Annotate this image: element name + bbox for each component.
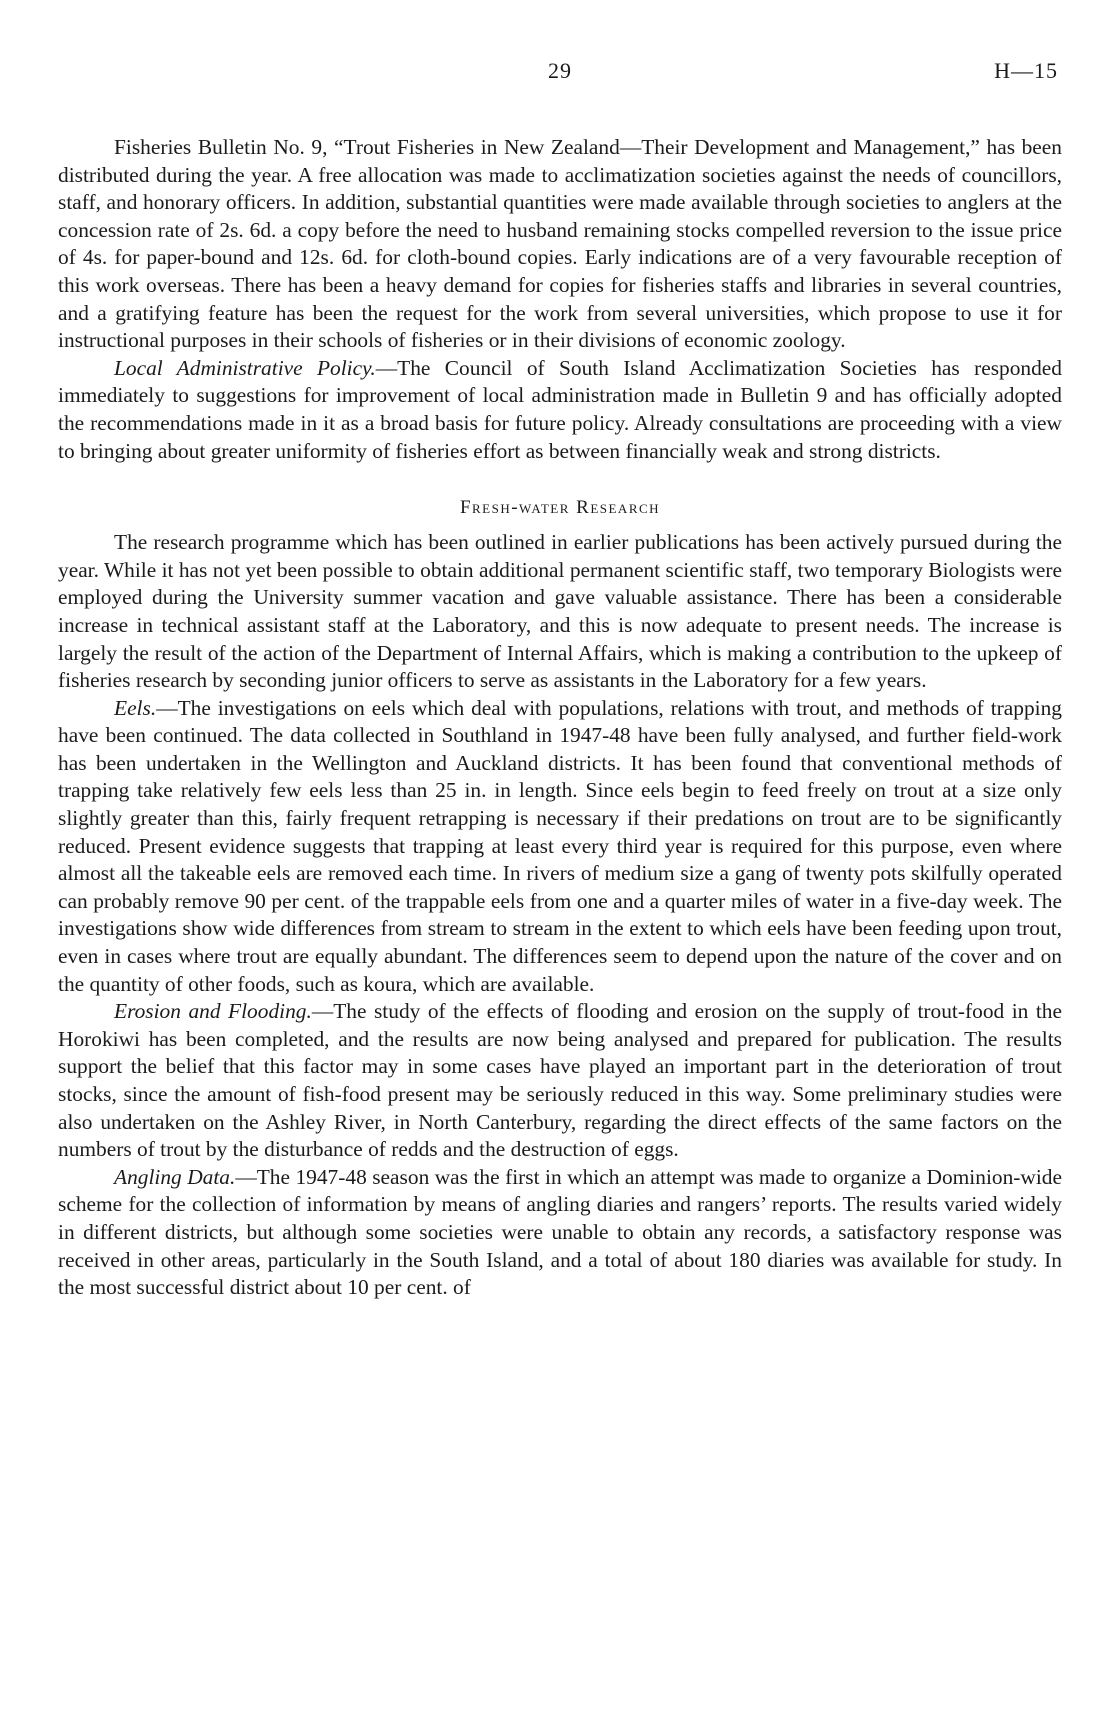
page-number: 29 [548,58,572,83]
page-body [58,134,1062,1302]
eels-text: —The investigations on eels which deal with populations, relations with trout, and methods of trapping have been continued. The data collected in Southland in 1947-48 have been fully analysed, and further field-work has been undertaken in the Wellington and Auckland districts. It has been found that conventional methods of trapping take relatively few eels less than 25 in. in length. Since eels begin to feed freely on trout at a size only slightly greater than this, fairly frequent retrapping is necessary if their predations on trout are to be significantly reduced. Present evidence suggests that trapping at least every third year is required for this purpose, even where almost all the takeable eels are removed each time. In rivers of medium size a gang of twenty pots skilfully operated can probably remove 90 per cent. of the trappable eels from one and a quarter miles of water in a five-day week. The investigations show wide differences from stream to stream in the extent to which eels have been feeding upon trout, even in cases where trout are equally abundant. The differences seem to depend upon the nature of the cover and on the quantity of other foods, such as koura, which are available. [58,695,1062,996]
erosion-title: Erosion and Flooding. [114,999,312,1024]
local-policy-title: Local Administrative Policy. [114,355,376,380]
erosion-paragraph [58,998,1062,1164]
page-code: H—15 [994,58,1058,83]
angling-title: Angling Data. [114,1164,236,1189]
page-header [58,58,1062,98]
intro-paragraph: Fisheries Bulletin No. 9, “Trout Fisheries in New Zealand—Their Development and Management,” has been distributed during the year. A free allocation was made to acclimatization societies against the needs of councillors, staff, and honorary officers. In addition, substantial quantities were made available through societies to anglers at the concession rate of 2s. 6d. a copy before the need to husband remaining stocks compelled reversion to the issue price of 4s. for paper-bound and 12s. 6d. for cloth-bound copies. Early indications are of a very favourable reception of this work overseas. There has been a heavy demand for copies for fisheries staffs and libraries in several countries, and a gratifying feature has been the request for the work from several universities, which propose to use it for instructional purposes in their schools of fisheries or in their divisions of economic zoology. [58,135,1062,353]
angling-paragraph [58,1164,1062,1302]
eels-paragraph [58,695,1062,999]
section-heading-fresh-water-research: Fresh-water Research [459,497,661,519]
angling-text: —The 1947-48 season was the first in which an attempt was made to organize a Dominion-wide scheme for the collection of information by means of angling diaries and rangers’ reports. The results varied widely in different districts, but although some societies were unable to obtain any records, a satisfactory response was received in other areas, particularly in the South Island, and a total of about 180 diaries was available for study. In the most successful district about 10 per cent. of [58,1164,1062,1300]
erosion-text: —The study of the effects of flooding and erosion on the supply of trout-food in the Horokiwi has been completed, and the results are now being analysed and prepared for publication. The results support the belief that this factor may in some cases have played an important part in the deterioration of trout stocks, since the amount of fish-food present may be seriously reduced in this way. Some preliminary studies were also undertaken on the Ashley River, in North Canterbury, regarding the direct effects of the same factors on the numbers of trout by the disturbance of redds and the destruction of eggs. [58,999,1062,1162]
local-policy-text: —The Council of South Island Acclimatization Societies has responded immediately to suggestions for improvement of local administration made in Bulletin 9 and has officially adopted the recommendations made in it as a broad basis for future policy. Already consultations are proceeding with a view to bringing about greater uniformity of fisheries effort as between financially weak and strong districts. [58,355,1062,463]
eels-title: Eels. [114,695,157,720]
local-policy-paragraph [58,355,1062,465]
research-intro-paragraph: The research programme which has been outlined in earlier publications has been actively pursued during the year. While it has not yet been possible to obtain additional permanent scientific staff, two temporary Biologists were employed during the University summer vacation and gave valuable assistance. There has been a considerable increase in technical assistant staff at the Laboratory, and this is now adequate to present needs. The increase is largely the result of the action of the Department of Internal Affairs, which is making a contribution to the upkeep of fisheries research by seconding junior officers to serve as assistants in the Laboratory for a few years. [58,530,1062,693]
